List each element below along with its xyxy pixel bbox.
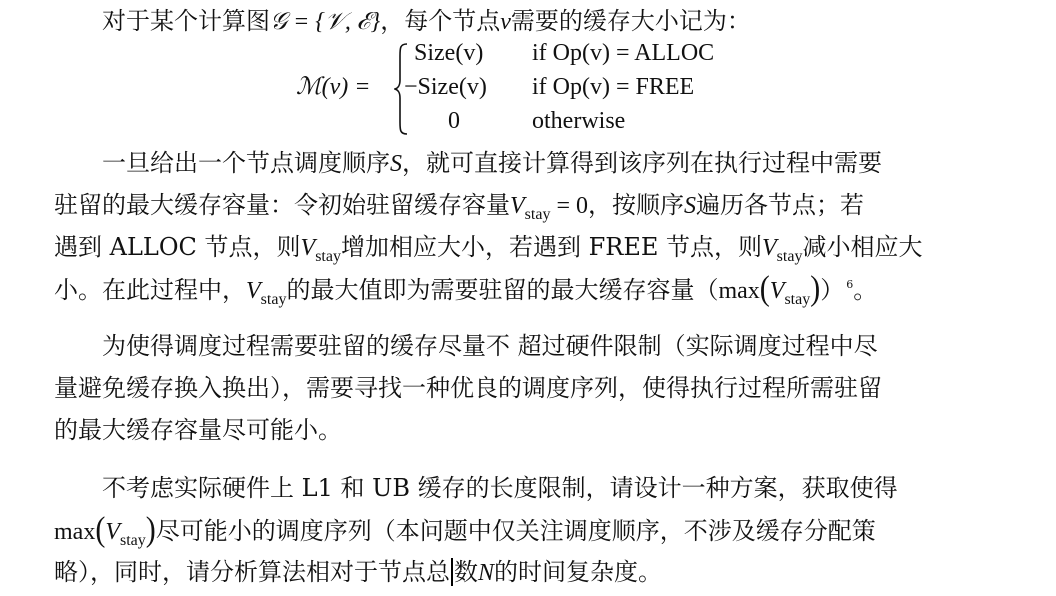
symbol-N: N: [478, 560, 495, 586]
p2-text: 。: [853, 276, 878, 304]
equals-zero: = 0: [550, 193, 588, 219]
p2-text: 小。在此过程中，: [54, 276, 246, 304]
p1-tail: 需要的缓存大小记为：: [510, 7, 751, 35]
eq-row-1-cond: if Op(v) = ALLOC: [532, 40, 715, 66]
p2-line-4: [54, 269, 878, 308]
footnote-marker[interactable]: 6: [846, 278, 854, 291]
symbol-V: V: [769, 278, 785, 304]
symbol-V: V: [762, 235, 777, 261]
p4-line-3: [54, 557, 662, 587]
max-function: max: [54, 519, 96, 545]
max-function: max: [718, 278, 760, 304]
subscript-stay: stay: [315, 248, 341, 265]
p2-text: 驻留的最大缓存容量：令初始驻留缓存容量: [54, 191, 510, 219]
paren-close: ): [145, 510, 156, 549]
p3-line-3: [54, 415, 342, 445]
p2-text: ，就可直接计算得到该序列在执行过程中需要: [402, 149, 882, 177]
subscript-stay: stay: [524, 206, 551, 223]
p4-text: 尽可能小的调度序列（本问题中仅关注调度顺序，不涉及缓存分配策: [155, 517, 876, 545]
p1-line: [102, 6, 751, 36]
p3-text: 的最大缓存容量尽可能小。: [54, 416, 342, 444]
symbol-V: V: [300, 235, 316, 261]
symbol-V: V: [510, 193, 525, 219]
eq-row-2-value: −Size(v): [404, 74, 487, 100]
node-v: v: [500, 9, 511, 35]
p4-text: 数: [454, 558, 478, 586]
graph-symbol: 𝒢 = {𝒱, ℰ}: [270, 9, 381, 35]
p2-text: 的最大值即为需要驻留的最大缓存容量（: [286, 276, 719, 304]
p4-text: 略），同时，请分析算法相对于节点总: [54, 558, 450, 586]
p2-text: 遍历各节点；若: [696, 191, 864, 219]
p2-text: ）: [820, 276, 845, 304]
eq-row-3-value: 0: [448, 108, 460, 134]
subscript-stay: stay: [776, 248, 803, 265]
p3-text: 量避免缓存换入换出），需要寻找一种优良的调度序列，使得执行过程所需驻留: [54, 374, 882, 402]
p1-intro: 对于某个计算图: [102, 7, 270, 35]
symbol-V: V: [246, 278, 261, 304]
p4-text: 不考虑实际硬件上 L1 和 UB 缓存的长度限制，请设计一种方案，获取使得: [102, 474, 898, 502]
symbol-S: S: [390, 151, 402, 177]
p4-text: 的时间复杂度。: [494, 558, 663, 586]
cache-equation: [296, 40, 736, 136]
p3-line-1: [102, 331, 878, 361]
symbol-V: V: [105, 519, 120, 545]
subscript-stay: stay: [784, 291, 811, 308]
symbol-S: S: [684, 193, 696, 219]
text-cursor: [451, 558, 453, 586]
paren-close: ): [810, 269, 821, 308]
p4-line-2: [54, 510, 876, 549]
eq-row-3-cond: otherwise: [532, 108, 626, 134]
p2-line-2: [54, 190, 864, 223]
p3-text: 为使得调度过程需要驻留的缓存尽量不 超过硬件限制（实际调度过程中尽: [102, 332, 878, 360]
subscript-stay: stay: [120, 532, 146, 549]
paren-open: (: [95, 510, 106, 549]
eq-row-1-value: Size(v): [414, 40, 484, 66]
p1-mid: ，每个节点: [380, 7, 501, 35]
paren-open: (: [759, 269, 770, 308]
equation-lhs: ℳ(v) =: [296, 74, 371, 100]
p2-line-1: [102, 148, 882, 178]
p2-text: 遇到 ALLOC 节点，则: [54, 233, 301, 261]
p2-text: ，按顺序: [588, 191, 684, 219]
p2-text: 一旦给出一个节点调度顺序: [102, 149, 390, 177]
p2-text: 减小相应大: [802, 233, 923, 261]
p3-line-2: [54, 373, 882, 403]
p2-line-3: [54, 232, 923, 265]
eq-row-2-cond: if Op(v) = FREE: [532, 74, 695, 100]
subscript-stay: stay: [260, 291, 287, 308]
p4-line-1: [102, 473, 898, 503]
p2-text: 增加相应大小，若遇到 FREE 节点，则: [340, 233, 762, 261]
